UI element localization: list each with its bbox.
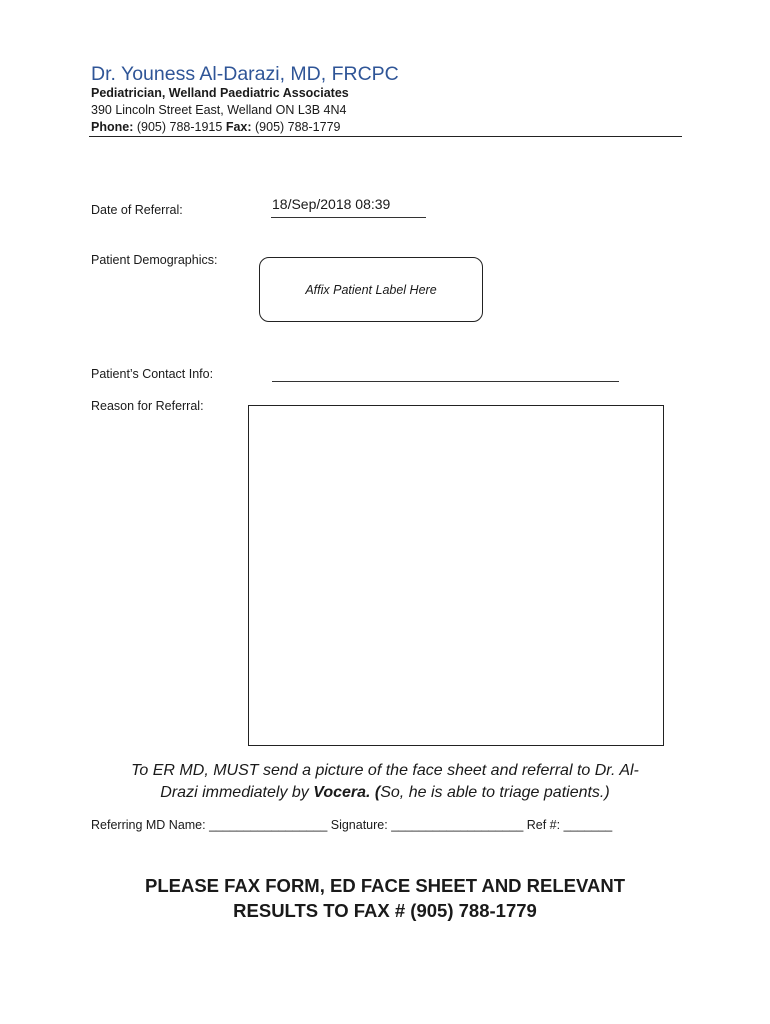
fax-instruction-line-2: RESULTS TO FAX # (905) 788-1779	[233, 900, 537, 921]
referring-md-signature-line[interactable]: Referring MD Name: _________________ Signature: ___________________ Ref #: _______	[91, 818, 613, 832]
er-note-line-1: To ER MD, MUST send a picture of the face sheet and referral to Dr. Al-	[131, 762, 639, 779]
physician-name: Dr. Youness Al-Darazi, MD, FRCPC	[91, 63, 399, 85]
reason-for-referral-field[interactable]	[248, 405, 664, 746]
fax-label: Fax:	[225, 120, 252, 134]
patient-demographics-label: Patient Demographics:	[91, 253, 218, 267]
patient-label-placeholder: Affix Patient Label Here	[305, 283, 437, 297]
patient-contact-label: Patient’s Contact Info:	[91, 367, 214, 381]
phone-label: Phone:	[91, 120, 134, 134]
contact-numbers	[91, 120, 340, 134]
physician-title: Pediatrician, Welland Paediatric Associates	[91, 86, 349, 100]
patient-contact-field[interactable]	[272, 381, 619, 382]
vocera-emphasis: Vocera. (	[313, 784, 381, 801]
er-instruction-note	[90, 760, 680, 804]
fax-number: (905) 788-1779	[255, 120, 341, 134]
phone-number: (905) 788-1915	[136, 120, 223, 134]
er-note-line-2: Drazi immediately by Vocera. (So, he is able to triage patients.)	[160, 784, 610, 801]
patient-label-box[interactable]	[259, 257, 483, 322]
referral-date-underline	[271, 217, 426, 218]
fax-instruction	[60, 873, 710, 923]
referral-date-value[interactable]: 18/Sep/2018 08:39	[272, 196, 391, 212]
reason-for-referral-label: Reason for Referral:	[91, 399, 204, 413]
clinic-address: 390 Lincoln Street East, Welland ON L3B 4N4	[91, 103, 347, 117]
referral-date-label: Date of Referral:	[91, 203, 183, 217]
fax-instruction-line-1: PLEASE FAX FORM, ED FACE SHEET AND RELEVANT	[144, 875, 625, 896]
header-divider	[89, 136, 682, 137]
